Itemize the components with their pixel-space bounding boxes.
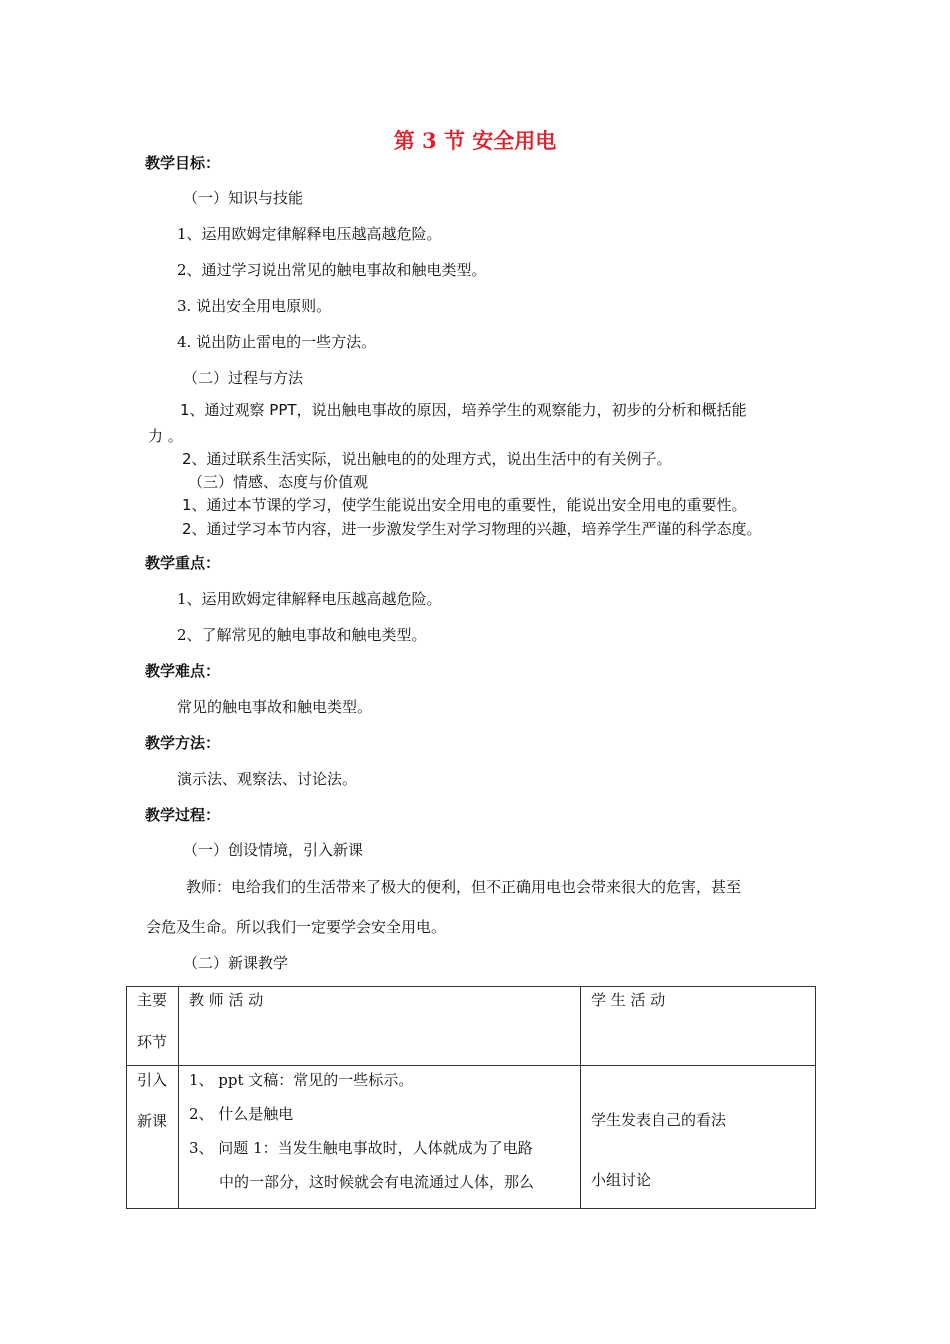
key-point-item: 2、了解常见的触电事故和触电类型。 bbox=[177, 626, 427, 644]
teacher-activity: 中的一部分，这时候就会有电流通过人体，那么 bbox=[219, 1173, 535, 1191]
key-points-heading: 教学重点： bbox=[145, 554, 221, 572]
page-title: 第 3 节 安全用电 bbox=[393, 128, 557, 153]
header-teacher: 教 师 活 动 bbox=[189, 991, 264, 1009]
procedure-part1: （一）创设情境，引入新课 bbox=[183, 841, 364, 859]
difficulties-heading: 教学难点： bbox=[145, 662, 221, 680]
knowledge-item: 4. 说出防止雷电的一些方法。 bbox=[177, 333, 377, 351]
methods-heading: 教学方法： bbox=[145, 734, 221, 752]
procedure-table bbox=[126, 986, 816, 1209]
row-section: 引入 bbox=[137, 1071, 168, 1089]
process-item-cont: 力 。 bbox=[148, 427, 183, 445]
row-section-cont: 新课 bbox=[137, 1112, 168, 1130]
objectives-heading: 教学目标： bbox=[145, 154, 221, 172]
difficulties-text: 常见的触电事故和触电类型。 bbox=[177, 698, 373, 716]
header-col1: 主要 bbox=[137, 991, 168, 1009]
header-col1-cont: 环节 bbox=[137, 1033, 168, 1051]
methods-text: 演示法、观察法、讨论法。 bbox=[177, 770, 358, 788]
process-heading: （二）过程与方法 bbox=[183, 369, 304, 387]
table-row bbox=[127, 1066, 816, 1209]
teacher-intro: 教师：电给我们的生活带来了极大的便利，但不正确用电也会带来很大的危害，甚至 bbox=[186, 878, 742, 896]
emotion-item: 2、通过学习本节内容，进一步激发学生对学习物理的兴趣，培养学生严谨的科学态度。 bbox=[182, 520, 762, 538]
procedure-heading: 教学过程： bbox=[145, 806, 221, 824]
knowledge-item: 2、通过学习说出常见的触电事故和触电类型。 bbox=[177, 261, 487, 279]
teacher-activity: 1、 ppt 文稿：常见的一些标示。 bbox=[189, 1071, 414, 1089]
student-activity: 小组讨论 bbox=[591, 1171, 652, 1189]
teacher-activity: 3、 问题 1：当发生触电事故时，人体就成为了电路 bbox=[189, 1139, 533, 1157]
teacher-activity: 2、 什么是触电 bbox=[189, 1105, 294, 1123]
process-item: 2、通过联系生活实际，说出触电的的处理方式，说出生活中的有关例子。 bbox=[182, 450, 672, 468]
emotion-item: 1、通过本节课的学习，使学生能说出安全用电的重要性，能说出安全用电的重要性。 bbox=[182, 496, 747, 514]
knowledge-item: 1、运用欧姆定律解释电压越高越危险。 bbox=[177, 225, 442, 243]
process-item: 1、通过观察 PPT，说出触电事故的原因，培养学生的观察能力，初步的分析和概括能 bbox=[180, 401, 747, 419]
header-student: 学 生 活 动 bbox=[591, 991, 666, 1009]
teacher-intro-cont: 会危及生命。所以我们一定要学会安全用电。 bbox=[146, 918, 447, 936]
knowledge-item: 3. 说出安全用电原则。 bbox=[177, 297, 332, 315]
key-point-item: 1、运用欧姆定律解释电压越高越危险。 bbox=[177, 590, 442, 608]
student-activity: 学生发表自己的看法 bbox=[591, 1111, 727, 1129]
table-header-row bbox=[127, 987, 816, 1066]
knowledge-heading: （一）知识与技能 bbox=[183, 189, 304, 207]
emotion-heading: （三）情感、态度与价值观 bbox=[188, 473, 369, 491]
procedure-part2: （二）新课教学 bbox=[183, 954, 289, 972]
